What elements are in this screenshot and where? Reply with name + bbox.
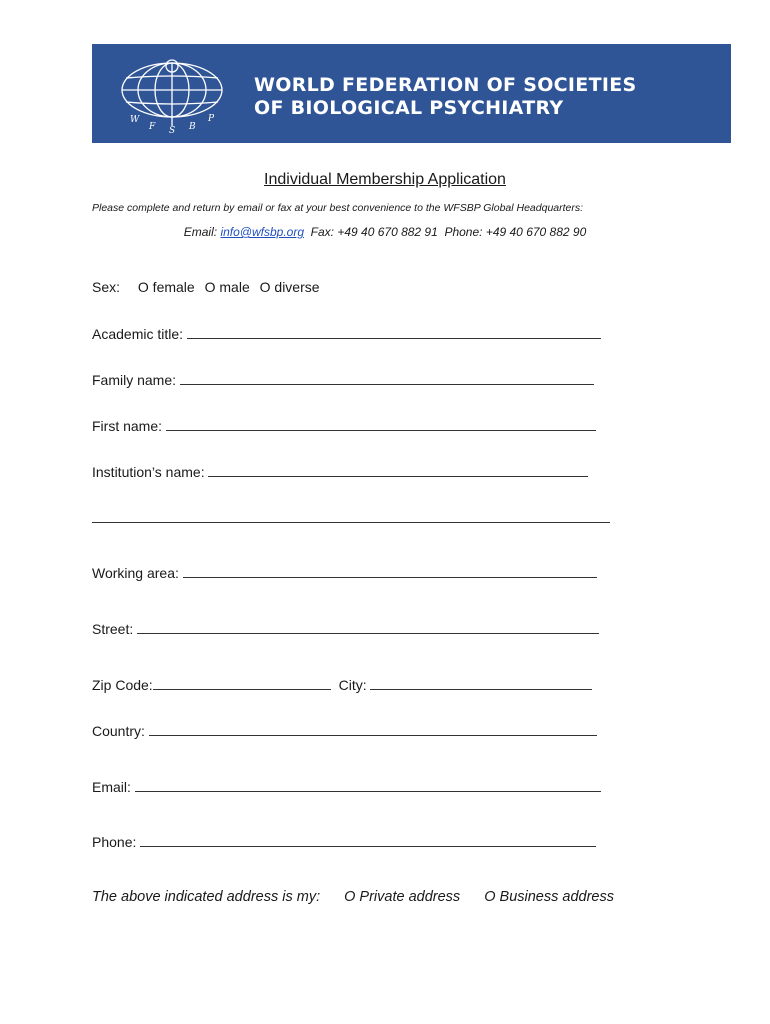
svg-text:P: P <box>208 114 215 124</box>
institution-label: Institution’s name: <box>92 464 205 480</box>
zip-code-field[interactable] <box>153 677 331 690</box>
contact-email-label: Email: <box>183 225 218 239</box>
phone-row <box>92 834 596 850</box>
country-field[interactable] <box>149 723 597 736</box>
family-name-row <box>92 372 594 388</box>
city-field[interactable] <box>370 677 592 690</box>
address-private-option[interactable]: O Private address <box>344 889 461 905</box>
address-business-option[interactable]: O Business address <box>484 889 614 905</box>
svg-text:S: S <box>169 126 176 136</box>
family-name-field[interactable] <box>180 372 594 385</box>
organization-name <box>254 74 636 120</box>
first-name-label: First name: <box>92 418 163 434</box>
first-name-row <box>92 418 596 434</box>
zip-city-row <box>92 677 592 693</box>
city-label: City: <box>338 677 367 693</box>
address-type-prompt: The above indicated address is my: <box>92 889 321 905</box>
contact-line <box>0 225 770 239</box>
zip-code-label: Zip Code: <box>92 677 153 693</box>
street-label: Street: <box>92 621 134 637</box>
svg-text:F: F <box>149 122 156 132</box>
email-field[interactable] <box>135 779 601 792</box>
institution-field-line-2[interactable] <box>92 510 610 523</box>
contact-fax: Fax: +49 40 670 882 91 <box>310 225 438 239</box>
institution-continued-row <box>92 510 610 526</box>
phone-field[interactable] <box>140 834 596 847</box>
working-area-label: Working area: <box>92 565 179 581</box>
country-row <box>92 723 597 739</box>
form-intro: Please complete and return by email or fax at your best convenience to the WFSBP Global Headquarters: <box>92 202 584 214</box>
country-label: Country: <box>92 723 145 739</box>
working-area-row <box>92 565 597 581</box>
svg-text:W: W <box>130 115 140 125</box>
svg-text:B: B <box>189 122 196 132</box>
contact-email-link[interactable]: info@wfsbp.org <box>220 225 304 239</box>
wfsbp-globe-logo-icon <box>116 56 228 136</box>
email-label: Email: <box>92 779 131 795</box>
academic-title-label: Academic title: <box>92 326 184 342</box>
phone-label: Phone: <box>92 834 137 850</box>
institution-row <box>92 464 588 480</box>
working-area-field[interactable] <box>183 565 597 578</box>
sex-option-diverse[interactable]: O diverse <box>259 279 320 295</box>
sex-row <box>92 279 320 295</box>
institution-field[interactable] <box>208 464 588 477</box>
contact-phone: Phone: +49 40 670 882 90 <box>444 225 587 239</box>
academic-title-field[interactable] <box>187 326 601 339</box>
street-field[interactable] <box>137 621 599 634</box>
header-banner <box>92 44 731 143</box>
street-row <box>92 621 599 637</box>
sex-label: Sex: <box>92 279 121 295</box>
sex-option-female[interactable]: O female <box>137 279 195 295</box>
email-row <box>92 779 601 795</box>
family-name-label: Family name: <box>92 372 177 388</box>
org-name-line-2: OF BIOLOGICAL PSYCHIATRY <box>254 97 564 119</box>
form-title: Individual Membership Application <box>264 171 506 188</box>
first-name-field[interactable] <box>166 418 596 431</box>
org-name-line-1: WORLD FEDERATION OF SOCIETIES <box>254 74 637 96</box>
sex-option-male[interactable]: O male <box>204 279 250 295</box>
academic-title-row <box>92 326 601 342</box>
address-type-row <box>92 889 614 905</box>
